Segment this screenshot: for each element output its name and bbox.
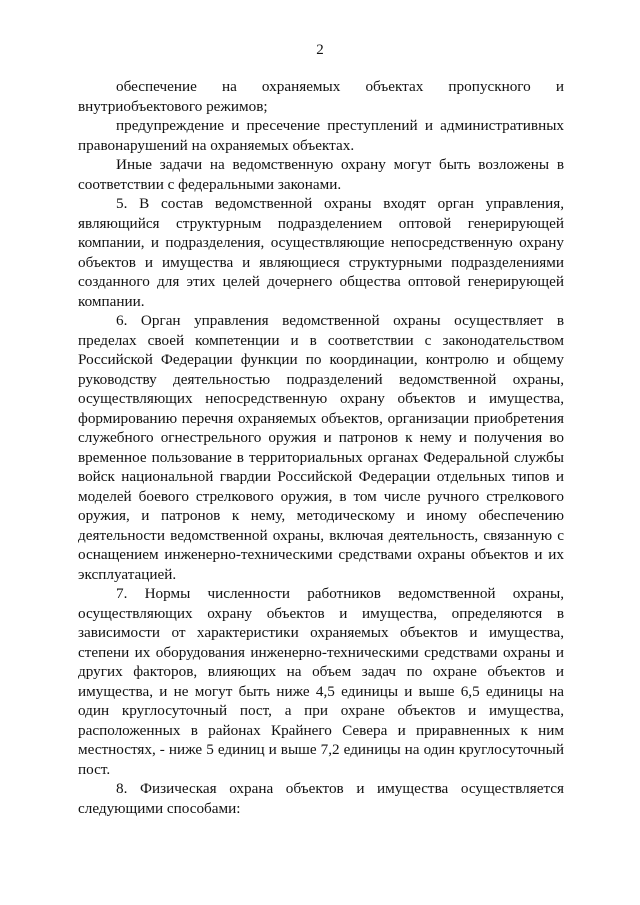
paragraph-item-5: 5. В состав ведомственной охраны входят орган управления, являющийся структурным подразделением оптовой генерирующей компании, и подразделения, осуществляющие непосредственную охрану объектов и имущества и являющиеся структурными подразделениями созданного для этих целей дочернего общества оптовой генерирующей компании. (78, 195, 564, 310)
paragraph-other-tasks: Иные задачи на ведомственную охрану могут быть возложены в соответствии с федеральными законами. (78, 156, 564, 193)
paragraph-item-6: 6. Орган управления ведомственной охраны осуществляет в пределах своей компетенции и в соответствии с законодательством Российской Федерации функции по координации, контролю и общему руководству деятельностью подразделений ведомственной охраны, осуществляющих непосредственную охрану объектов и имущества, формированию перечня охраняемых объектов, организации приобретения служебного огнестрельного оружия и патронов к нему и получения во временное пользование в территориальных органах Федеральной службы войск национальной гвардии Российской Федерации отдельных типов и моделей боевого стрелкового оружия, в том числе ручного стрелкового оружия, и патронов к нему, методическому и иному обеспечению деятельности ведомственной охраны, включая деятельность, связанную с оснащением инженерно-техническими средствами охраны объектов и их эксплуатацией. (78, 312, 564, 583)
paragraph-access-regime: обеспечение на охраняемых объектах пропускного и внутриобъектового режимов; (78, 78, 564, 115)
paragraph-item-7: 7. Нормы численности работников ведомственной охраны, осуществляющих охрану объектов и имущества, определяются в зависимости от характеристики охраняемых объектов и имущества, степени их оборудования инженерно-техническими средствами охраны и других факторов, влияющих на объем задач по охране объектов и имущества, и не могут быть ниже 4,5 единицы и выше 6,5 единицы на один круглосуточный пост, а при охране объектов и имущества, расположенных в районах Крайнего Севера и приравненных к ним местностях, - ниже 5 единиц и выше 7,2 единицы на один круглосуточный пост. (78, 585, 564, 778)
document-body (78, 77, 564, 818)
paragraph-item-8: 8. Физическая охрана объектов и имущества осуществляется следующими способами: (78, 780, 564, 817)
paragraph-crime-prevention: предупреждение и пресечение преступлений и административных правонарушений на охраняемых объектах. (78, 117, 564, 154)
page-number: 2 (316, 42, 324, 58)
